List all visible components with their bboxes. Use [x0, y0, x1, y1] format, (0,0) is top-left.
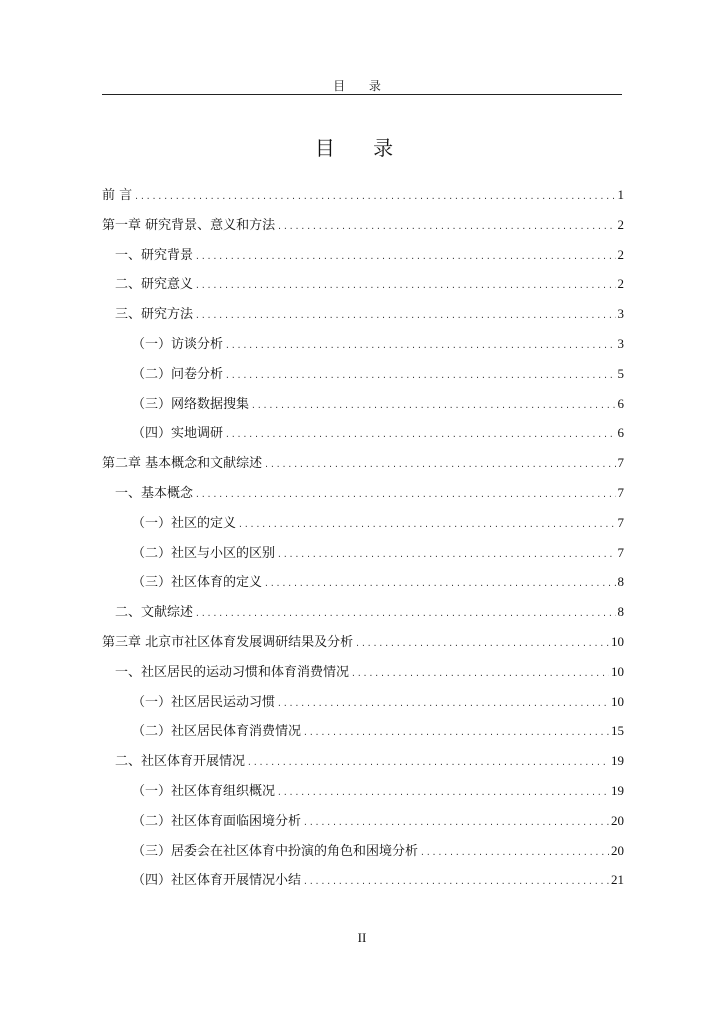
toc-entry-page: 15 [611, 723, 624, 739]
toc-entry[interactable] [102, 806, 624, 836]
dot-leader [420, 838, 609, 868]
toc-entry[interactable] [102, 627, 624, 657]
toc-entry[interactable] [102, 597, 624, 627]
dot-leader [195, 301, 615, 331]
dot-leader [195, 599, 615, 629]
dot-leader [303, 718, 609, 748]
toc-entry[interactable] [102, 448, 624, 478]
toc-entry-title: （三）社区体育的定义 [132, 575, 263, 591]
toc-entry[interactable] [102, 418, 624, 448]
toc-entry-title: （三）网络数据搜集 [132, 396, 250, 412]
toc-entry[interactable] [102, 538, 624, 568]
toc-entry-title: （一）社区的定义 [132, 515, 237, 531]
toc-entry-page: 7 [617, 484, 624, 500]
dot-leader [355, 629, 609, 659]
dot-leader [195, 480, 615, 510]
toc-entry-title: 一、基本概念 [115, 485, 194, 501]
dot-leader [195, 271, 615, 301]
toc-entry-page: 8 [617, 604, 624, 620]
toc-entry-title: 一、社区居民的运动习惯和体育消费情况 [115, 664, 350, 680]
dot-leader [264, 450, 615, 480]
toc-entry[interactable] [102, 359, 624, 389]
toc-entry-page: 6 [617, 425, 624, 441]
dot-leader [225, 420, 615, 450]
toc-entry-page: 20 [611, 842, 624, 858]
toc-entry[interactable] [102, 567, 624, 597]
dot-leader [277, 778, 609, 808]
toc-entry-page: 10 [611, 663, 624, 679]
dot-leader [225, 361, 615, 391]
dot-leader [351, 659, 609, 689]
toc-entry-page: 19 [611, 753, 624, 769]
toc-entry[interactable] [102, 180, 624, 210]
dot-leader [264, 569, 615, 599]
toc-entry-title: （四）实地调研 [132, 426, 224, 442]
running-header: 目 录 [333, 79, 391, 93]
toc-entry-title: （一）社区体育组织概况 [132, 783, 276, 799]
toc-entry[interactable] [102, 716, 624, 746]
toc-entry-page: 7 [617, 544, 624, 560]
toc-entry[interactable] [102, 240, 624, 270]
toc-entry[interactable] [102, 269, 624, 299]
toc-entry-page: 2 [617, 216, 624, 232]
toc-entry-page: 19 [611, 782, 624, 798]
toc-entry[interactable] [102, 687, 624, 717]
dot-leader [247, 748, 609, 778]
toc-entry-page: 1 [617, 187, 624, 202]
dot-leader [134, 182, 615, 212]
toc-entry-page: 7 [617, 455, 624, 471]
toc-entry-title: （四）社区体育开展情况小结 [132, 873, 302, 889]
page-title: 目 录 [314, 136, 410, 160]
toc-entry-title: 第二章 基本概念和文献综述 [102, 456, 263, 472]
toc-entry-page: 3 [617, 335, 624, 351]
dot-leader [195, 242, 615, 272]
toc-entry-title: 前 言 [102, 188, 133, 203]
toc-entry-page: 20 [611, 812, 624, 828]
toc-entry-page: 6 [617, 395, 624, 411]
toc-entry[interactable] [102, 299, 624, 329]
dot-leader [238, 510, 615, 540]
toc-entry-title: 二、文献综述 [115, 605, 194, 621]
toc-entry[interactable] [102, 776, 624, 806]
dot-leader [225, 331, 615, 361]
toc-entry-page: 5 [617, 365, 624, 381]
toc-entry-title: 一、研究背景 [115, 247, 194, 263]
toc-entry[interactable] [102, 746, 624, 776]
dot-leader [251, 391, 615, 421]
toc-entry-title: 第三章 北京市社区体育发展调研结果及分析 [102, 634, 354, 650]
toc-entry-title: （二）社区居民体育消费情况 [132, 724, 302, 740]
toc-entry[interactable] [102, 478, 624, 508]
dot-leader [277, 212, 615, 242]
dot-leader [277, 689, 609, 719]
toc-entry-page: 10 [611, 693, 624, 709]
page-number: II [357, 930, 367, 945]
toc-entry-page: 7 [617, 514, 624, 530]
toc-entry-page: 2 [617, 246, 624, 262]
toc-entry[interactable] [102, 508, 624, 538]
toc-entry-page: 10 [611, 633, 624, 649]
toc-entry[interactable] [102, 836, 624, 866]
toc-entry-title: （二）社区与小区的区别 [132, 545, 276, 561]
toc-entry[interactable] [102, 865, 624, 895]
dot-leader [303, 808, 609, 838]
dot-leader [277, 540, 615, 570]
toc-entry-title: （二）社区体育面临困境分析 [132, 813, 302, 829]
toc-entry-title: 二、社区体育开展情况 [115, 754, 246, 770]
toc-entry[interactable] [102, 210, 624, 240]
toc-entry[interactable] [102, 389, 624, 419]
toc-entry-page: 2 [617, 276, 624, 292]
toc-entry-title: 二、研究意义 [115, 277, 194, 293]
toc-entry-page: 8 [617, 574, 624, 590]
header-rule [102, 94, 622, 95]
toc-entry-title: （一）社区居民运动习惯 [132, 694, 276, 710]
toc-entry-title: （一）访谈分析 [132, 336, 224, 352]
toc-entry[interactable] [102, 657, 624, 687]
toc-entry[interactable] [102, 329, 624, 359]
toc-entry-title: （二）问卷分析 [132, 366, 224, 382]
toc-entry-title: （三）居委会在社区体育中扮演的角色和困境分析 [132, 843, 419, 859]
dot-leader [303, 867, 609, 897]
toc-entry-page: 3 [617, 306, 624, 322]
toc-entry-title: 三、研究方法 [115, 307, 194, 323]
toc-entry-page: 21 [611, 872, 624, 888]
toc-list [102, 180, 624, 895]
toc-entry-title: 第一章 研究背景、意义和方法 [102, 217, 276, 233]
